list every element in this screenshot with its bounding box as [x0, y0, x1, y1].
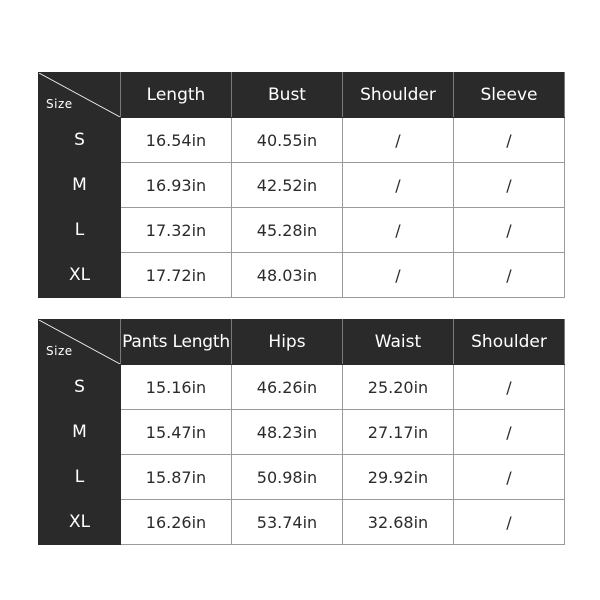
column-header: Length — [121, 73, 232, 118]
table-cell: 15.16in — [121, 365, 232, 410]
table-cell: / — [454, 455, 565, 500]
table-row — [39, 365, 565, 410]
table-cell: 46.26in — [232, 365, 343, 410]
table-cell: 17.72in — [121, 253, 232, 298]
table-header-row — [39, 73, 565, 118]
table-cell: / — [343, 163, 454, 208]
table-row — [39, 208, 565, 253]
table-header-row — [39, 320, 565, 365]
size-label: XL — [39, 500, 121, 545]
table-cell: / — [343, 208, 454, 253]
table-cell: / — [454, 410, 565, 455]
size-label: XL — [39, 253, 121, 298]
table-cell: 25.20in — [343, 365, 454, 410]
table-row — [39, 455, 565, 500]
table-cell: 27.17in — [343, 410, 454, 455]
table-row — [39, 410, 565, 455]
table-cell: 16.26in — [121, 500, 232, 545]
column-header: Waist — [343, 320, 454, 365]
size-corner-label: Size — [46, 344, 73, 358]
size-label: M — [39, 410, 121, 455]
size-label: L — [39, 455, 121, 500]
size-corner-cell — [39, 73, 121, 118]
table-cell: 15.47in — [121, 410, 232, 455]
table-cell: / — [343, 118, 454, 163]
size-label: S — [39, 118, 121, 163]
table-row — [39, 118, 565, 163]
table-cell: 42.52in — [232, 163, 343, 208]
column-header: Shoulder — [454, 320, 565, 365]
table-cell: 48.03in — [232, 253, 343, 298]
table-cell: 53.74in — [232, 500, 343, 545]
table-cell: 50.98in — [232, 455, 343, 500]
size-label: L — [39, 208, 121, 253]
table-cell: / — [454, 365, 565, 410]
table-cell: 45.28in — [232, 208, 343, 253]
table-cell: 29.92in — [343, 455, 454, 500]
table-cell: / — [454, 500, 565, 545]
column-header: Sleeve — [454, 73, 565, 118]
table-row — [39, 163, 565, 208]
table-cell: 17.32in — [121, 208, 232, 253]
column-header: Shoulder — [343, 73, 454, 118]
column-header: Bust — [232, 73, 343, 118]
table-row — [39, 253, 565, 298]
bottom-size-chart-table — [38, 319, 565, 545]
column-header: Pants Length — [121, 320, 232, 365]
table-cell: 16.93in — [121, 163, 232, 208]
table-cell: / — [343, 253, 454, 298]
column-header: Hips — [232, 320, 343, 365]
table-cell: 15.87in — [121, 455, 232, 500]
size-corner-label: Size — [46, 97, 73, 111]
table-cell: / — [454, 118, 565, 163]
table-cell: 16.54in — [121, 118, 232, 163]
table-row — [39, 500, 565, 545]
table-cell: 32.68in — [343, 500, 454, 545]
table-cell: / — [454, 208, 565, 253]
size-label: M — [39, 163, 121, 208]
table-cell: / — [454, 163, 565, 208]
size-corner-cell — [39, 320, 121, 365]
table-cell: 40.55in — [232, 118, 343, 163]
table-cell: 48.23in — [232, 410, 343, 455]
size-label: S — [39, 365, 121, 410]
top-size-chart-table — [38, 72, 565, 298]
table-cell: / — [454, 253, 565, 298]
